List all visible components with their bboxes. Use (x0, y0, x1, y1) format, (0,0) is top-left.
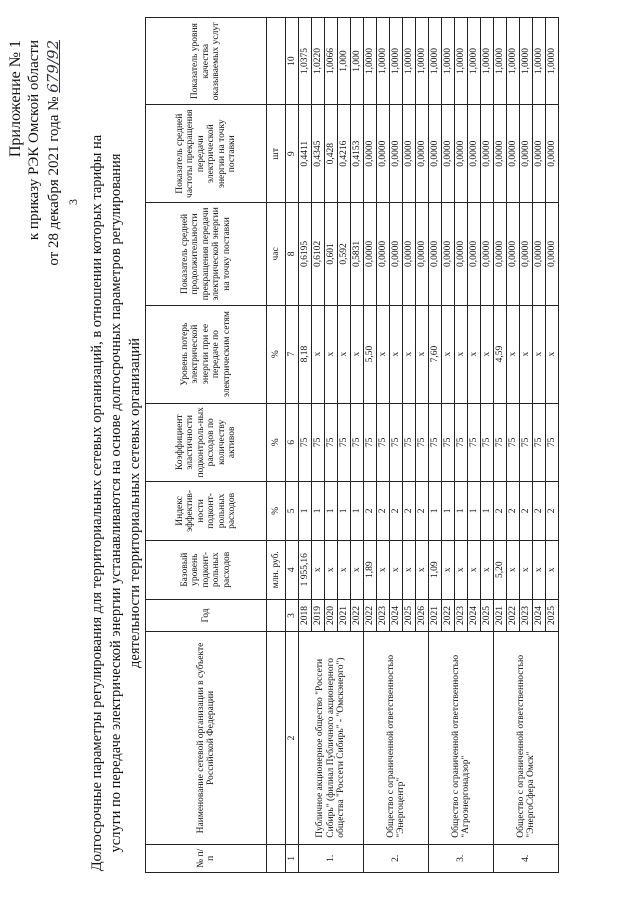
table-cell: 0,428 (325, 105, 338, 203)
table-cell: 1,0375 (299, 18, 312, 105)
table-cell: 1,0220 (312, 18, 325, 105)
table-cell: x (390, 540, 403, 599)
table-cell: x (403, 305, 416, 403)
table-cell: 2022 (442, 599, 455, 632)
table-cell: 1 (429, 482, 442, 541)
table-cell: 0,5831 (351, 203, 364, 305)
table-cell: x (442, 540, 455, 599)
header-cell: Показатель средней частоты прекращения передачи электрической энергии на точку поставки (146, 105, 267, 203)
table-cell: 2024 (533, 599, 546, 632)
table-cell: 0,0000 (403, 105, 416, 203)
table-cell: 7,60 (429, 305, 442, 403)
table-cell: x (507, 305, 520, 403)
table-cell: 0,0000 (494, 203, 507, 305)
table-cell: 1,0000 (546, 18, 559, 105)
table-cell: 2023 (520, 599, 533, 632)
parameters-table (145, 17, 559, 873)
table-cell: 2 (416, 482, 429, 541)
table-cell: 0,0000 (468, 203, 481, 305)
unit-cell (267, 844, 286, 872)
table-cell: 1 (299, 482, 312, 541)
column-number: 4 (286, 540, 299, 599)
table-cell: 75 (312, 403, 325, 481)
table-cell: x (546, 540, 559, 599)
unit-cell (267, 632, 286, 844)
table-cell: 75 (546, 403, 559, 481)
table-cell: 2 (507, 482, 520, 541)
table-cell: 0,0000 (455, 105, 468, 203)
table-cell: 0,4153 (351, 105, 364, 203)
table-cell: x (533, 305, 546, 403)
column-number: 10 (286, 18, 299, 105)
org-name: Общество с ограниченной ответственностью "ЭнергоСфера Омск" (494, 632, 559, 844)
table-cell: 1,000 (351, 18, 364, 105)
table-cell: x (325, 305, 338, 403)
table-cell: 75 (494, 403, 507, 481)
table-cell: 2022 (507, 599, 520, 632)
table-cell: 0,0000 (429, 105, 442, 203)
table-cell: x (377, 305, 390, 403)
table-cell: x (533, 540, 546, 599)
table-cell: 2 (533, 482, 546, 541)
table-cell: x (455, 305, 468, 403)
table-cell: 0,0000 (416, 105, 429, 203)
table-cell: x (520, 540, 533, 599)
table-cell: 1,0000 (403, 18, 416, 105)
table-cell: 1 (481, 482, 494, 541)
table-cell: 0,0000 (520, 203, 533, 305)
header-cell: Наименование сетевой организации в субъекте Российской Федерации (146, 632, 267, 844)
table-cell: 75 (364, 403, 377, 481)
table-cell: 2023 (455, 599, 468, 632)
table-cell: 0,0000 (364, 203, 377, 305)
table-cell: 1,0000 (468, 18, 481, 105)
page-number: 3 (66, 199, 80, 205)
table-cell: 2024 (468, 599, 481, 632)
table-cell: 2020 (325, 599, 338, 632)
table-cell: 0,0000 (546, 203, 559, 305)
table-cell: 0,0000 (494, 105, 507, 203)
table-cell: 0,0000 (546, 105, 559, 203)
appendix-title: Приложение № 1 (7, 40, 24, 158)
table-cell: 1 (312, 482, 325, 541)
header-cell: № п/п (146, 844, 267, 872)
table-cell: 1,0000 (429, 18, 442, 105)
table-cell: 1,0000 (377, 18, 390, 105)
table-cell: 1 (468, 482, 481, 541)
column-number: 2 (286, 632, 299, 844)
table-cell: 2 (520, 482, 533, 541)
table-cell: 0,0000 (442, 203, 455, 305)
table-cell: 5,50 (364, 305, 377, 403)
table-cell: 1 (325, 482, 338, 541)
column-number: 1 (286, 844, 299, 872)
table-cell: 75 (403, 403, 416, 481)
table-cell: 75 (481, 403, 494, 481)
table-row (299, 18, 312, 873)
table-cell: 1 (338, 482, 351, 541)
table-cell: 2 (364, 482, 377, 541)
table-cell: 5,20 (494, 540, 507, 599)
org-number: 4. (494, 844, 559, 872)
title-line: деятельности территориальных сетевых организаций (127, 338, 143, 668)
table-cell: x (325, 540, 338, 599)
table-cell: 2025 (546, 599, 559, 632)
table-cell: 1,0000 (494, 18, 507, 105)
table-cell: 75 (429, 403, 442, 481)
table-cell: 0,0000 (390, 105, 403, 203)
column-number: 3 (286, 599, 299, 632)
table-cell: x (390, 305, 403, 403)
table-cell: 2019 (312, 599, 325, 632)
table-cell: 1,0000 (507, 18, 520, 105)
title-line: Долгосрочные параметры регулирования для территориальных сетевых организаций, в отношении которых тарифы на (89, 134, 105, 872)
table-cell: 2 (494, 482, 507, 541)
table-cell: 1,0000 (533, 18, 546, 105)
unit-cell: млн. руб. (267, 540, 286, 599)
header-cell: Уровень потерь электрической энергии при ее передаче по электрическим сетям (146, 305, 267, 403)
table-cell: 2 (390, 482, 403, 541)
table-cell: 75 (455, 403, 468, 481)
table-cell: x (507, 540, 520, 599)
table-cell: 0,0000 (520, 105, 533, 203)
document-title (88, 133, 145, 873)
table-cell: 0,4216 (338, 105, 351, 203)
table-cell: 2023 (377, 599, 390, 632)
table-cell: 1,0000 (455, 18, 468, 105)
table-cell: 1,0000 (481, 18, 494, 105)
table-cell: 0,0000 (481, 105, 494, 203)
table-cell: 0,0000 (481, 203, 494, 305)
table-cell: 2025 (481, 599, 494, 632)
table-cell: 0,592 (338, 203, 351, 305)
table-cell: 2024 (390, 599, 403, 632)
table-cell: 0,0000 (377, 105, 390, 203)
table-cell: x (416, 540, 429, 599)
table-cell: x (546, 305, 559, 403)
table-cell: 2021 (429, 599, 442, 632)
table-cell: 1,0000 (364, 18, 377, 105)
table-cell: x (481, 305, 494, 403)
table-cell: 0,0000 (416, 203, 429, 305)
table-cell: x (338, 305, 351, 403)
table-cell: 75 (533, 403, 546, 481)
table-cell: 2018 (299, 599, 312, 632)
unit-cell: час (267, 203, 286, 305)
table-cell: 0,0000 (455, 203, 468, 305)
table-cell: 75 (507, 403, 520, 481)
table-cell: 75 (325, 403, 338, 481)
appendix-date-line (44, 40, 64, 420)
table-cell: 1,0066 (325, 18, 338, 105)
table-cell: 0,0000 (429, 203, 442, 305)
header-cell: Базовый уровень подконт-рольных расходов (146, 540, 267, 599)
header-cell: Коэффициент эластичности подконтроль-ных расходов по количеству активов (146, 403, 267, 481)
table-cell: 75 (416, 403, 429, 481)
column-number: 9 (286, 105, 299, 203)
table-cell: 1,09 (429, 540, 442, 599)
table-cell: 1,0000 (520, 18, 533, 105)
table-cell: x (442, 305, 455, 403)
table-cell: 1 (351, 482, 364, 541)
table-cell: 0,0000 (468, 105, 481, 203)
table-cell: 2 (403, 482, 416, 541)
table-cell: 0,601 (325, 203, 338, 305)
org-number: 3. (429, 844, 494, 872)
table-cell: x (351, 540, 364, 599)
table-cell: 0,0000 (377, 203, 390, 305)
column-number: 5 (286, 482, 299, 541)
table-cell: 75 (338, 403, 351, 481)
unit-cell: % (267, 305, 286, 403)
table-cell: 0,0000 (533, 105, 546, 203)
table-cell: 0,0000 (390, 203, 403, 305)
column-number: 7 (286, 305, 299, 403)
table-cell: 0,0000 (403, 203, 416, 305)
table-cell: x (520, 305, 533, 403)
table-cell: 0,0000 (442, 105, 455, 203)
table-cell: 2025 (403, 599, 416, 632)
table-cell: 2022 (364, 599, 377, 632)
table-cell: 1,0000 (390, 18, 403, 105)
table-cell: x (468, 540, 481, 599)
table-cell: 75 (390, 403, 403, 481)
table-cell: x (377, 540, 390, 599)
table-cell: 2021 (338, 599, 351, 632)
column-number-row (286, 18, 299, 873)
table-cell: 2 (546, 482, 559, 541)
unit-cell (267, 18, 286, 105)
table-cell: x (416, 305, 429, 403)
appendix-order-ref: к приказу РЭК Омской области (26, 40, 42, 241)
table-cell: 0,0000 (507, 203, 520, 305)
table-cell: 0,6195 (299, 203, 312, 305)
header-cell: Показатель уровня качества оказываемых услуг (146, 18, 267, 105)
table-cell: 0,0000 (533, 203, 546, 305)
table-cell: 0,0000 (507, 105, 520, 203)
table-cell: 0,4411 (299, 105, 312, 203)
header-cell: Показатель средней продолжительности прекращения передачи электрической энергии на точку поставки (146, 203, 267, 305)
unit-cell (267, 599, 286, 632)
table-cell: x (338, 540, 351, 599)
table-cell: 75 (299, 403, 312, 481)
table-cell: 1 (455, 482, 468, 541)
table-cell: 1 955,16 (299, 540, 312, 599)
table-cell: 75 (351, 403, 364, 481)
order-number-handwritten: 679/92 (44, 40, 62, 93)
unit-cell: % (267, 482, 286, 541)
header-row (146, 18, 267, 873)
table-cell: x (312, 305, 325, 403)
table-cell: 2022 (351, 599, 364, 632)
table-cell: 2026 (416, 599, 429, 632)
table-cell: x (403, 540, 416, 599)
header-cell: Индекс эффектив-ности подконт-рольных расходов (146, 482, 267, 541)
table-cell: x (351, 305, 364, 403)
table-cell: 75 (520, 403, 533, 481)
table-row (429, 18, 442, 873)
header-cell: Год (146, 599, 267, 632)
table-cell: 0,4345 (312, 105, 325, 203)
table-cell: 1 (442, 482, 455, 541)
table-cell: 75 (468, 403, 481, 481)
table-cell: 2 (377, 482, 390, 541)
table-cell: 2021 (494, 599, 507, 632)
unit-cell: шт (267, 105, 286, 203)
unit-cell: % (267, 403, 286, 481)
table-cell: 4,59 (494, 305, 507, 403)
table-cell: 75 (442, 403, 455, 481)
table-row (494, 18, 507, 873)
table-cell: 1,0000 (442, 18, 455, 105)
table-body (299, 18, 559, 873)
org-number: 1. (299, 844, 364, 872)
org-number: 2. (364, 844, 429, 872)
table-row (364, 18, 377, 873)
column-number: 8 (286, 203, 299, 305)
table-cell: x (481, 540, 494, 599)
table-cell: 1,000 (338, 18, 351, 105)
table-cell: 1,0000 (416, 18, 429, 105)
column-number: 6 (286, 403, 299, 481)
table-cell: 0,6102 (312, 203, 325, 305)
org-name: Общество с ограниченной ответственностью "Энергоцентр" (364, 632, 429, 844)
appendix-date: от 28 декабря 2021 года № (46, 96, 62, 266)
table-cell: 0,0000 (364, 105, 377, 203)
table-cell: 8,18 (299, 305, 312, 403)
table-cell: x (312, 540, 325, 599)
table-cell: 1,89 (364, 540, 377, 599)
table-cell: x (468, 305, 481, 403)
org-name: Общество с ограниченной ответственностью "Агроэнергонадзор" (429, 632, 494, 844)
units-row (267, 18, 286, 873)
appendix-block (6, 40, 64, 420)
table-cell: 75 (377, 403, 390, 481)
org-name: Публичное акционерное общество "Россети Сибирь" (филиал Публичного акционерного общества "Россети Сибирь" - "Омскэнерго") (299, 632, 364, 844)
table-cell: x (455, 540, 468, 599)
title-line: услуги по передаче электрической энергии устанавливаются на основе долгосрочных параметров регулирования (108, 153, 124, 853)
